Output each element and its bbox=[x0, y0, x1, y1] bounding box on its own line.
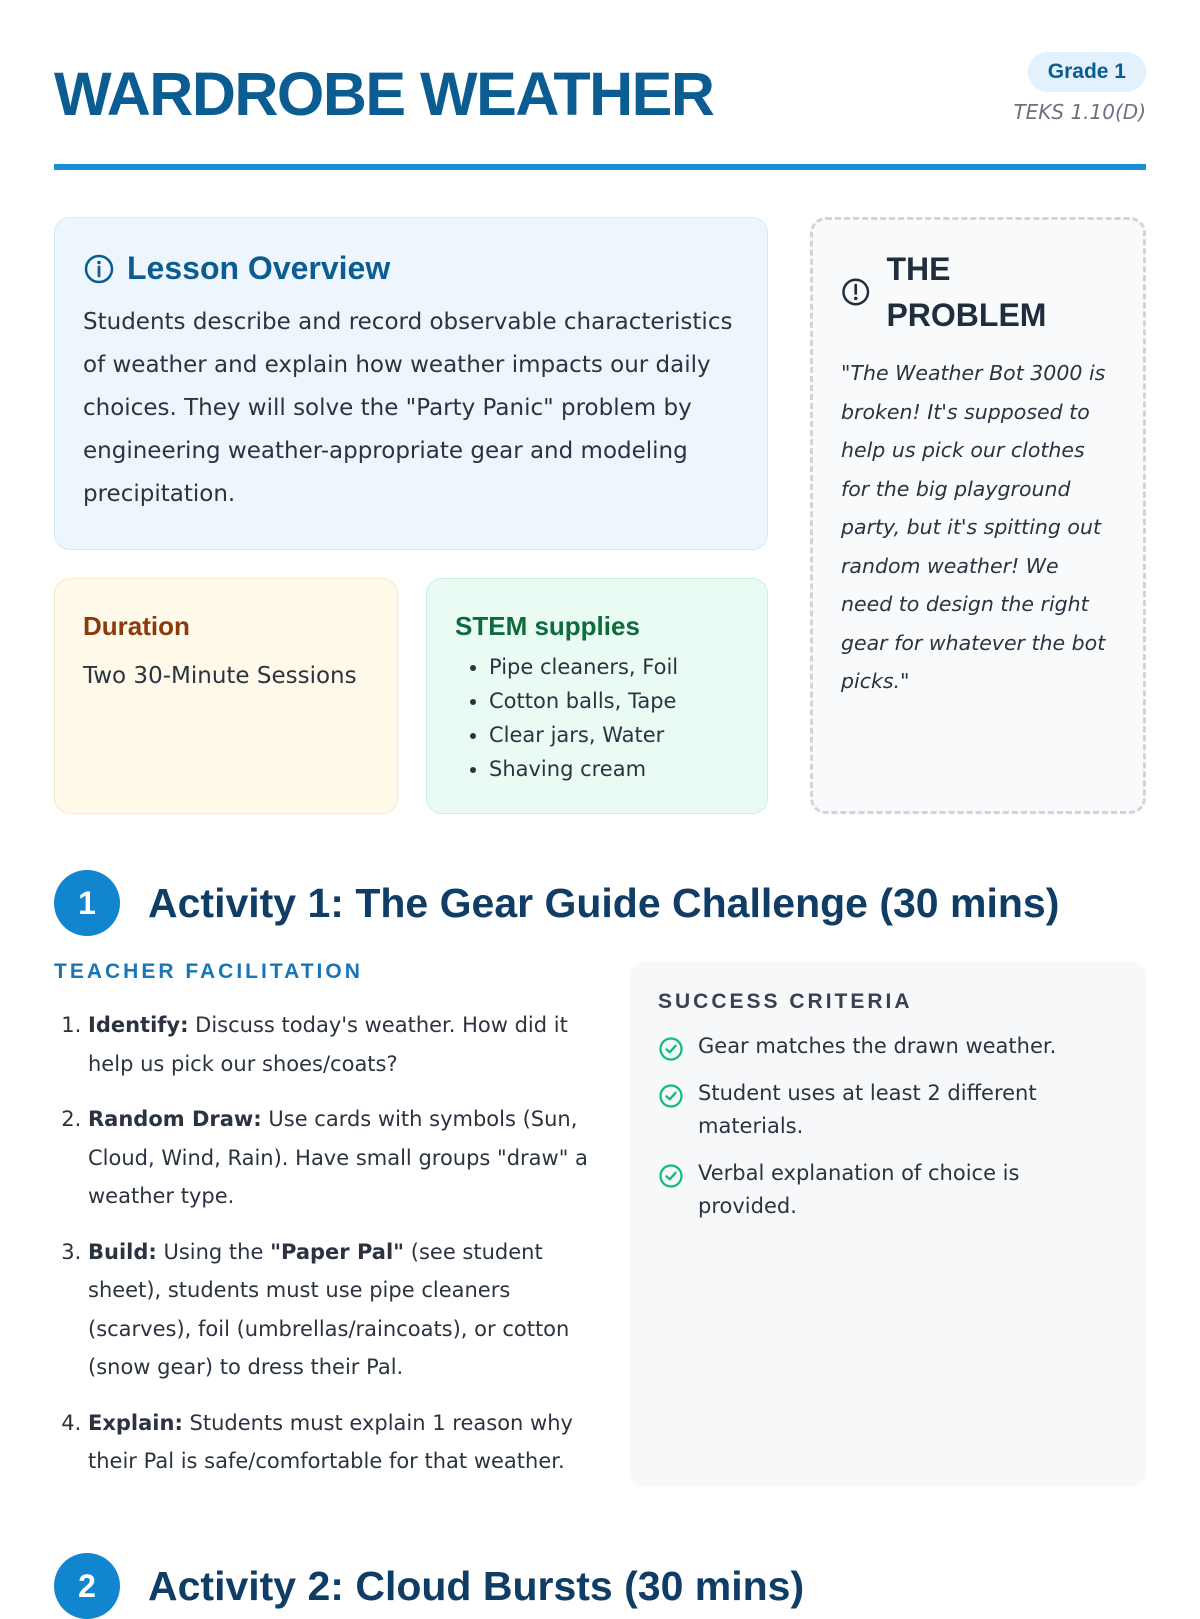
check-circle-icon bbox=[658, 1083, 684, 1109]
step-text-before: Using the bbox=[156, 1239, 271, 1264]
activity-2-heading bbox=[54, 1553, 804, 1619]
criterion-text: Verbal explanation of choice is provided. bbox=[698, 1161, 1020, 1218]
supply-item: • Cotton balls, Tape bbox=[489, 684, 739, 718]
criterion-text: Student uses at least 2 different materials. bbox=[698, 1081, 1037, 1138]
step-highlight: "Paper Pal" bbox=[270, 1239, 405, 1264]
activity-number-badge: 2 bbox=[54, 1553, 120, 1619]
teacher-facilitation-label: TEACHER FACILITATION bbox=[54, 960, 363, 983]
supplies-list bbox=[455, 650, 739, 786]
success-criterion bbox=[658, 1157, 1118, 1223]
teks-standard: TEKS 1.10(D) bbox=[1013, 100, 1146, 124]
problem-heading bbox=[841, 246, 1115, 338]
stem-supplies-card bbox=[426, 578, 768, 814]
activity-number-badge: 1 bbox=[54, 870, 120, 936]
facilitation-step bbox=[88, 1233, 594, 1387]
stem-supplies-title: STEM supplies bbox=[455, 611, 640, 641]
facilitation-step bbox=[88, 1006, 594, 1083]
problem-title: THE PROBLEM bbox=[886, 251, 1047, 333]
supply-item: • Pipe cleaners, Foil bbox=[489, 650, 739, 684]
info-icon bbox=[83, 253, 115, 285]
supply-item: • Clear jars, Water bbox=[489, 718, 739, 752]
lesson-overview-title: Lesson Overview bbox=[127, 250, 391, 286]
duration-text: Two 30-Minute Sessions bbox=[83, 663, 357, 689]
step-label: Build: bbox=[88, 1239, 157, 1264]
lesson-overview-heading bbox=[83, 250, 739, 287]
step-text: Use cards with symbols (Sun, Cloud, Wind, Rain). Have small groups "draw" a weather type. bbox=[88, 1107, 588, 1208]
lesson-overview-card bbox=[54, 217, 768, 550]
step-label: Explain: bbox=[88, 1410, 183, 1435]
page-header bbox=[54, 52, 1146, 170]
step-label: Identify: bbox=[88, 1013, 189, 1037]
problem-card bbox=[810, 217, 1146, 814]
supply-item: • Shaving cream bbox=[489, 752, 739, 786]
alert-icon bbox=[841, 277, 870, 307]
activity-1-title: Activity 1: The Gear Guide Challenge (30 mins) bbox=[148, 879, 1060, 926]
facilitation-step bbox=[88, 1100, 594, 1216]
success-criterion bbox=[658, 1077, 1118, 1143]
step-text: Students must explain 1 reason why their Pal is safe/comfortable for that weather. bbox=[88, 1410, 573, 1473]
teacher-facilitation bbox=[54, 960, 594, 1498]
grade-badge: Grade 1 bbox=[1028, 52, 1146, 92]
success-criteria-card bbox=[630, 962, 1146, 1486]
activity-1-heading bbox=[54, 870, 1059, 936]
success-criteria-label: SUCCESS CRITERIA bbox=[658, 990, 913, 1013]
page-title: WARDROBE WEATHER bbox=[54, 60, 714, 128]
step-label: Random Draw: bbox=[88, 1107, 262, 1131]
success-criterion bbox=[658, 1030, 1118, 1063]
criterion-text: Gear matches the drawn weather. bbox=[698, 1034, 1057, 1058]
duration-card bbox=[54, 578, 398, 814]
activity-2-title: Activity 2: Cloud Bursts (30 mins) bbox=[148, 1562, 805, 1609]
step-text: Discuss today's weather. How did it help us pick our shoes/coats? bbox=[88, 1013, 568, 1076]
problem-text: "The Weather Bot 3000 is broken! It's supposed to help us pick our clothes for the big playground party, but it's spitting out random weather! We need to design the right gear for whatever the bot picks." bbox=[841, 361, 1106, 693]
facilitation-steps bbox=[54, 1006, 594, 1481]
facilitation-step bbox=[88, 1404, 594, 1481]
lesson-overview-text: Students describe and record observable characteristics of weather and explain how weather impacts our daily choices. They will solve the "Party Panic" problem by engineering weather-appropriate gear and modeling precipitation. bbox=[83, 309, 733, 507]
duration-title: Duration bbox=[83, 611, 190, 641]
step-text: (see student sheet), students must use pipe cleaners (scarves), foil (umbrellas/raincoats), or cotton (snow gear) to dress their Pal. bbox=[88, 1239, 570, 1379]
check-circle-icon bbox=[658, 1036, 684, 1062]
check-circle-icon bbox=[658, 1163, 684, 1189]
